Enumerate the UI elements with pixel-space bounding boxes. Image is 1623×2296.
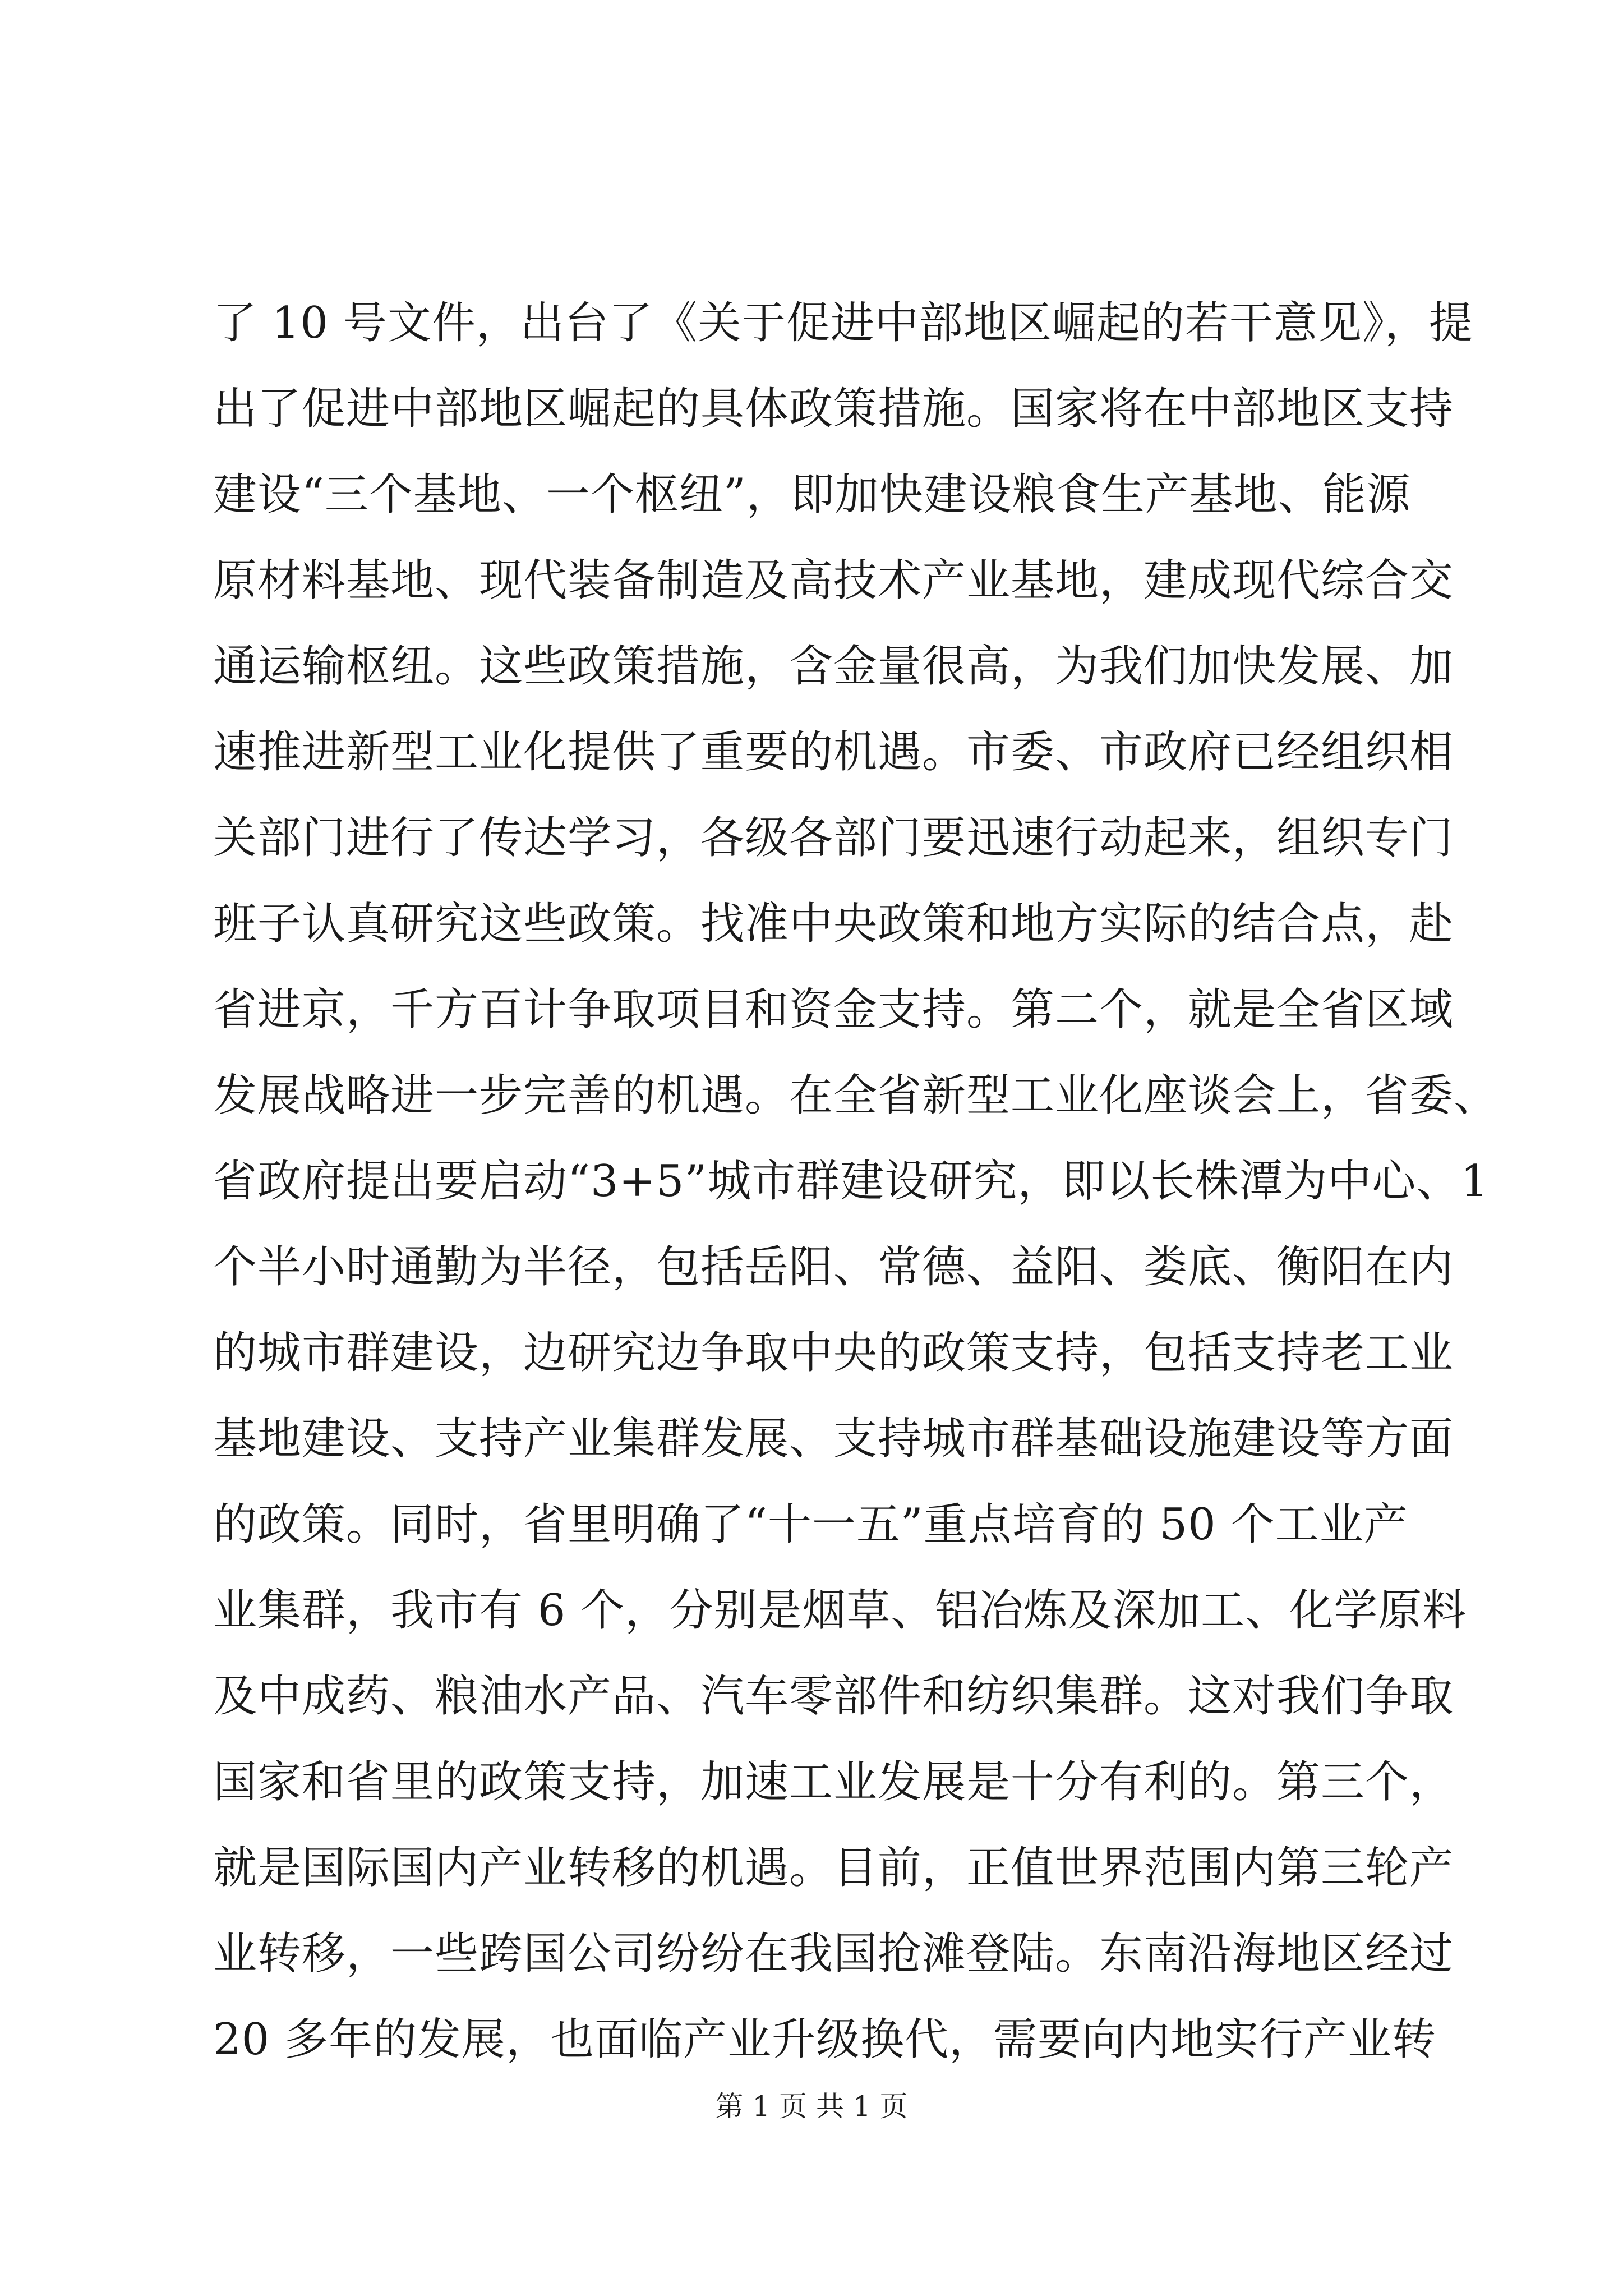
page-footer: 第 1 页 共 1 页 [715, 2090, 908, 2123]
text-line: 业集群，我市有 6 个，分别是烟草、铝冶炼及深加工、化学原料 [213, 1585, 1467, 1636]
text-line: 省政府提出要启动“3+5”城市群建设研究，即以长株潭为中心、1 [213, 1156, 1489, 1207]
text-line: 通运输枢纽。这些政策措施，含金量很高，为我们加快发展、加 [213, 641, 1454, 692]
text-line: 班子认真研究这些政策。找准中央政策和地方实际的结合点，赴 [213, 899, 1454, 949]
text-line: 业转移，一些跨国公司纷纷在我国抢滩登陆。东南沿海地区经过 [213, 1929, 1454, 1979]
text-line: 关部门进行了传达学习，各级各部门要迅速行动起来，组织专门 [213, 813, 1454, 863]
text-line: 省进京，千方百计争取项目和资金支持。第二个，就是全省区域 [213, 984, 1454, 1035]
text-line: 就是国际国内产业转移的机遇。目前，正值世界范围内第三轮产 [213, 1843, 1454, 1893]
text-line: 国家和省里的政策支持，加速工业发展是十分有利的。第三个， [213, 1757, 1454, 1807]
text-line: 基地建设、支持产业集群发展、支持城市群基础设施建设等方面 [213, 1414, 1454, 1464]
text-line: 原材料基地、现代装备制造及高技术产业基地，建成现代综合交 [213, 555, 1454, 606]
text-line: 发展战略进一步完善的机遇。在全省新型工业化座谈会上，省委、 [213, 1070, 1498, 1121]
text-line: 出了促进中部地区崛起的具体政策措施。国家将在中部地区支持 [213, 384, 1454, 434]
text-line: 及中成药、粮油水产品、汽车零部件和纺织集群。这对我们争取 [213, 1671, 1454, 1722]
text-line: 20 多年的发展，也面临产业升级换代，需要向内地实行产业转 [213, 2014, 1437, 2065]
text-line: 个半小时通勤为半径，包括岳阳、常德、益阳、娄底、衡阳在内 [213, 1242, 1454, 1292]
text-line: 建设“三个基地、一个枢纽”，即加快建设粮食生产基地、能源 [213, 470, 1411, 520]
text-line: 的政策。同时，省里明确了“十一五”重点培育的 50 个工业产 [213, 1499, 1408, 1550]
text-line: 速推进新型工业化提供了重要的机遇。市委、市政府已经组织相 [213, 727, 1454, 777]
body-text [213, 280, 1498, 2083]
text-line: 了 10 号文件，出台了《关于促进中部地区崛起的若干意见》，提 [213, 298, 1473, 348]
text-line: 的城市群建设，边研究边争取中央的政策支持，包括支持老工业 [213, 1328, 1454, 1378]
